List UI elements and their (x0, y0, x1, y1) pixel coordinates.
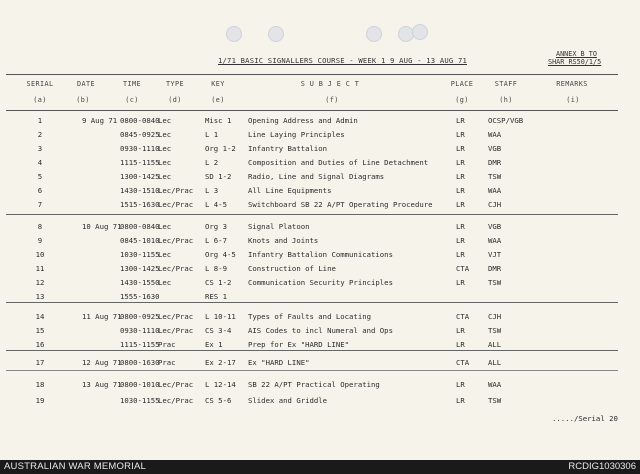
cell-place: LR (456, 326, 465, 335)
cell-place: CTA (456, 358, 470, 367)
column-header: REMARKS (556, 80, 588, 88)
cell-serial: 13 (35, 292, 45, 301)
cell-staff: TSW (488, 172, 502, 181)
cell-serial: 17 (35, 358, 45, 367)
column-header: PLACE (450, 80, 474, 88)
cell-staff: VGB (488, 144, 502, 153)
cell-key: L 10-11 (205, 312, 236, 321)
cell-serial: 9 (37, 236, 43, 245)
cell-subject: Prep for Ex "HARD LINE" (248, 340, 350, 349)
cell-time: 0845-0925 (120, 130, 160, 139)
cell-place: LR (456, 380, 465, 389)
cell-serial: 3 (37, 144, 43, 153)
column-letter: (g) (455, 96, 469, 104)
cell-place: LR (456, 396, 465, 405)
column-letter: (c) (125, 96, 139, 104)
cell-place: LR (456, 144, 465, 153)
cell-type: Lec (158, 278, 172, 287)
column-letter: (e) (211, 96, 225, 104)
annex-reference-line1: ANNEX B TO (556, 50, 597, 58)
cell-place: LR (456, 200, 465, 209)
cell-type: Lec (158, 172, 172, 181)
cell-staff: CJH (488, 312, 502, 321)
cell-time: 0800-0925 (120, 312, 160, 321)
cell-time: 1430-1550 (120, 278, 160, 287)
cell-serial: 10 (35, 250, 45, 259)
cell-key: Org 4-5 (205, 250, 236, 259)
cell-staff: DMR (488, 264, 502, 273)
cell-serial: 4 (37, 158, 43, 167)
cell-time: 1115-1155 (120, 340, 160, 349)
cell-time: 1030-1155 (120, 250, 160, 259)
cell-subject: Communication Security Principles (248, 278, 393, 287)
archive-reference: RCDIG1030306 (568, 461, 636, 472)
cell-type: Lec/Prac (158, 236, 194, 245)
cell-staff: WAA (488, 130, 502, 139)
cell-key: L 3 (205, 186, 219, 195)
cell-time: 1030-1155 (120, 396, 160, 405)
cell-date: 9 Aug 71 (82, 116, 118, 125)
cell-subject: All Line Equipments (248, 186, 332, 195)
cell-time: 1115-1155 (120, 158, 160, 167)
column-header: S U B J E C T (300, 80, 360, 88)
cell-place: LR (456, 250, 465, 259)
cell-subject: SB 22 A/PT Practical Operating (248, 380, 380, 389)
cell-type: Lec (158, 144, 172, 153)
cell-type: Lec (158, 222, 172, 231)
cell-type: Lec (158, 158, 172, 167)
cell-serial: 18 (35, 380, 45, 389)
punch-hole (412, 24, 428, 40)
cell-subject: Ex "HARD LINE" (248, 358, 310, 367)
cell-time: 1300-1425 (120, 172, 160, 181)
cell-key: Org 1-2 (205, 144, 236, 153)
cell-place: LR (456, 130, 465, 139)
group-separator (6, 350, 618, 351)
cell-type: Lec/Prac (158, 186, 194, 195)
cell-time: 0800-1010 (120, 380, 160, 389)
cell-type: Lec/Prac (158, 264, 194, 273)
cell-serial: 12 (35, 278, 45, 287)
cell-key: L 6-7 (205, 236, 227, 245)
cell-time: 1515-1630 (120, 200, 160, 209)
column-letter: (a) (33, 96, 47, 104)
cell-key: CS 3-4 (205, 326, 232, 335)
cell-type: Lec/Prac (158, 200, 194, 209)
cell-date: 13 Aug 71 (82, 380, 122, 389)
cell-type: Lec/Prac (158, 312, 194, 321)
column-letter: (d) (168, 96, 182, 104)
cell-subject: Opening Address and Admin (248, 116, 358, 125)
group-separator (6, 214, 618, 215)
cell-time: 0930-1110 (120, 326, 160, 335)
cell-serial: 5 (37, 172, 43, 181)
cell-staff: TSW (488, 396, 502, 405)
cell-staff: ALL (488, 358, 502, 367)
cell-staff: ALL (488, 340, 502, 349)
cell-staff: DMR (488, 158, 502, 167)
cell-staff: VGB (488, 222, 502, 231)
cell-staff: WAA (488, 380, 502, 389)
punch-hole (268, 26, 284, 42)
cell-time: 0800-0840 (120, 116, 160, 125)
cell-staff: OCSP/VGB (488, 116, 524, 125)
punch-hole (226, 26, 242, 42)
cell-place: LR (456, 340, 465, 349)
cell-key: Org 3 (205, 222, 227, 231)
cell-key: L 1 (205, 130, 219, 139)
cell-place: LR (456, 116, 465, 125)
archive-label: AUSTRALIAN WAR MEMORIAL (4, 461, 147, 472)
cell-serial: 19 (35, 396, 45, 405)
cell-key: CS 5-6 (205, 396, 232, 405)
continuation-note: ...../Serial 20 (552, 414, 618, 423)
cell-time: 1300-1425 (120, 264, 160, 273)
cell-type: Lec (158, 116, 172, 125)
cell-type: Lec/Prac (158, 380, 194, 389)
cell-serial: 1 (37, 116, 43, 125)
column-header: TIME (123, 80, 141, 88)
cell-key: L 8-9 (205, 264, 227, 273)
cell-time: 0930-1110 (120, 144, 160, 153)
cell-subject: Infantry Battalion (248, 144, 328, 153)
cell-key: L 12-14 (205, 380, 236, 389)
cell-subject: Signal Platoon (248, 222, 310, 231)
cell-key: L 2 (205, 158, 219, 167)
archive-footer (0, 460, 640, 474)
cell-time: 0800-0840 (120, 222, 160, 231)
column-header: KEY (211, 80, 225, 88)
cell-serial: 15 (35, 326, 45, 335)
cell-place: LR (456, 236, 465, 245)
cell-subject: Infantry Battalion Communications (248, 250, 393, 259)
cell-place: LR (456, 172, 465, 181)
cell-subject: Composition and Duties of Line Detachment (248, 158, 429, 167)
cell-staff: CJH (488, 200, 502, 209)
cell-staff: TSW (488, 278, 502, 287)
cell-type: Prac (158, 358, 176, 367)
cell-key: Ex 1 (205, 340, 223, 349)
cell-subject: Knots and Joints (248, 236, 319, 245)
cell-date: 12 Aug 71 (82, 358, 122, 367)
column-header: TYPE (166, 80, 184, 88)
cell-serial: 16 (35, 340, 45, 349)
cell-serial: 6 (37, 186, 43, 195)
cell-staff: TSW (488, 326, 502, 335)
punch-hole (366, 26, 382, 42)
cell-key: SD 1-2 (205, 172, 232, 181)
cell-serial: 7 (37, 200, 43, 209)
cell-type: Lec (158, 130, 172, 139)
column-header: SERIAL (26, 80, 54, 88)
cell-date: 10 Aug 71 (82, 222, 122, 231)
cell-type: Lec/Prac (158, 396, 194, 405)
column-letter: (b) (76, 96, 90, 104)
cell-time: 0845-1010 (120, 236, 160, 245)
cell-type: Lec/Prac (158, 326, 194, 335)
cell-place: CTA (456, 312, 470, 321)
cell-subject: Line Laying Principles (248, 130, 345, 139)
header-rule-top (6, 74, 618, 75)
cell-subject: Slidex and Griddle (248, 396, 328, 405)
cell-place: LR (456, 278, 465, 287)
column-letter: (f) (325, 96, 339, 104)
cell-time: 1555-1630 (120, 292, 160, 301)
cell-serial: 2 (37, 130, 43, 139)
cell-time: 0800-1630 (120, 358, 160, 367)
cell-place: LR (456, 158, 465, 167)
cell-place: LR (456, 222, 465, 231)
cell-serial: 11 (35, 264, 45, 273)
column-letter: (h) (499, 96, 513, 104)
column-letter: (i) (566, 96, 580, 104)
cell-key: RES 1 (205, 292, 227, 301)
cell-staff: VJT (488, 250, 502, 259)
cell-subject: Construction of Line (248, 264, 336, 273)
cell-time: 1430-1510 (120, 186, 160, 195)
cell-subject: Switchboard SB 22 A/PT Operating Procedure (248, 200, 433, 209)
cell-key: L 4-5 (205, 200, 227, 209)
cell-staff: WAA (488, 186, 502, 195)
cell-staff: WAA (488, 236, 502, 245)
group-separator (6, 302, 618, 303)
cell-serial: 14 (35, 312, 45, 321)
cell-subject: Radio, Line and Signal Diagrams (248, 172, 385, 181)
annex-reference-line2: SHAR RS50/1/5 (548, 58, 602, 66)
cell-type: Prac (158, 340, 176, 349)
document-title: 1/71 BASIC SIGNALLERS COURSE - WEEK 1 9 AUG - 13 AUG 71 (218, 56, 467, 65)
cell-date: 11 Aug 71 (82, 312, 122, 321)
group-separator (6, 370, 618, 371)
cell-type: Lec (158, 250, 172, 259)
cell-key: CS 1-2 (205, 278, 232, 287)
cell-subject: AIS Codes to incl Numeral and Ops (248, 326, 393, 335)
cell-place: LR (456, 186, 465, 195)
cell-key: Ex 2-17 (205, 358, 236, 367)
cell-key: Misc 1 (205, 116, 232, 125)
cell-subject: Types of Faults and Locating (248, 312, 372, 321)
column-header: DATE (77, 80, 95, 88)
column-header: STAFF (494, 80, 518, 88)
cell-serial: 8 (37, 222, 43, 231)
cell-place: CTA (456, 264, 470, 273)
header-rule-bottom (6, 110, 618, 111)
